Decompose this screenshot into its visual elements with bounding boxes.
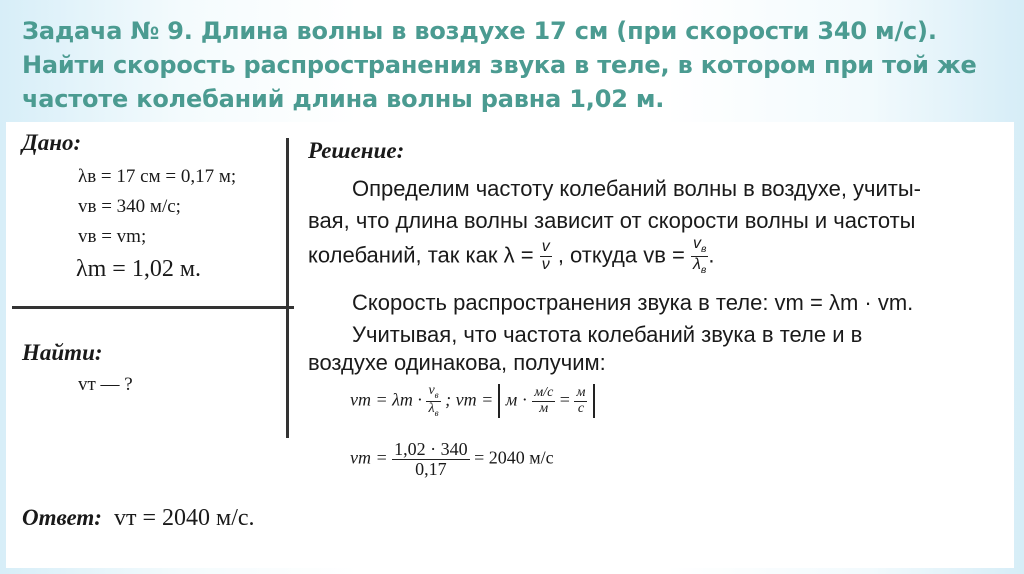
given-line-3: vв = vm; <box>78 226 147 247</box>
formula-1-mid: ; vm = <box>445 389 494 410</box>
solution-label: Решение: <box>308 138 405 163</box>
formula-2-result: = 2040 м/с <box>474 447 554 468</box>
solution-text-2: вая, что длина волны зависит от скорости волны и частоты <box>308 208 916 233</box>
solution-text-3: колебаний, так как λ = $\frac{v}{\nu}$ , откуда vв = $\frac{v_в}{\lambda_в}$ . <box>308 235 715 277</box>
solution-text-4: Скорость распространения звука в теле: vm = λm · vm. <box>352 290 914 315</box>
solution-text-5: Учитывая, что частота колебаний звука в теле и в <box>352 322 863 347</box>
find-label: Найти: <box>22 340 103 365</box>
find-line-1: vт — ? <box>78 374 133 395</box>
solution-text-3a: колебаний, так как λ = <box>308 242 534 268</box>
fraction-v-over-lambda: $\frac{v_в}{\lambda_в}$ <box>692 235 707 277</box>
formula-2 <box>350 440 554 479</box>
given-line-2: vв = 340 м/с; <box>78 196 181 217</box>
formula-1-units: м · $\frac{м/с}{м}$ = $\frac{м}{с}$ <box>498 384 596 418</box>
given-line-4: λm = 1,02 м. <box>76 256 202 282</box>
formula-1: vm = λm · $\frac{v_в}{\lambda_в}$ ; vm = м · $\frac{м/с}{м}$ = $\frac{м}{с}$ <box>350 384 595 418</box>
solution-text-6: воздухе одинакова, получим: <box>308 350 606 375</box>
vertical-divider <box>286 138 289 438</box>
given-label: Дано: <box>22 130 82 155</box>
slide-title: Задача № 9. Длина волны в воздухе 17 см (при скорости 340 м/с). Найти скорость распространения звука в теле, в котором при той же частоте колебаний длина волны равна 1,02 м. <box>22 17 977 113</box>
formula-2-numerator: 1,02 · 340 <box>394 439 468 459</box>
formula-1-lhs: vm = λm · <box>350 389 422 410</box>
answer-label: Ответ: <box>22 505 102 530</box>
fraction-v-over-nu: $\frac{v}{\nu}$ <box>541 238 550 274</box>
formula-2-lhs: vm = <box>350 447 388 468</box>
given-line-1: λв = 17 см = 0,17 м; <box>78 166 237 187</box>
formula-2-denominator: 0,17 <box>415 458 447 479</box>
answer-value: vт = 2040 м/с. <box>114 505 255 531</box>
solution-text-1: Определим частоту колебаний волны в воздухе, учиты- <box>352 176 922 201</box>
solution-text-3b: , откуда vв = <box>557 242 685 268</box>
horizontal-divider <box>12 306 294 309</box>
